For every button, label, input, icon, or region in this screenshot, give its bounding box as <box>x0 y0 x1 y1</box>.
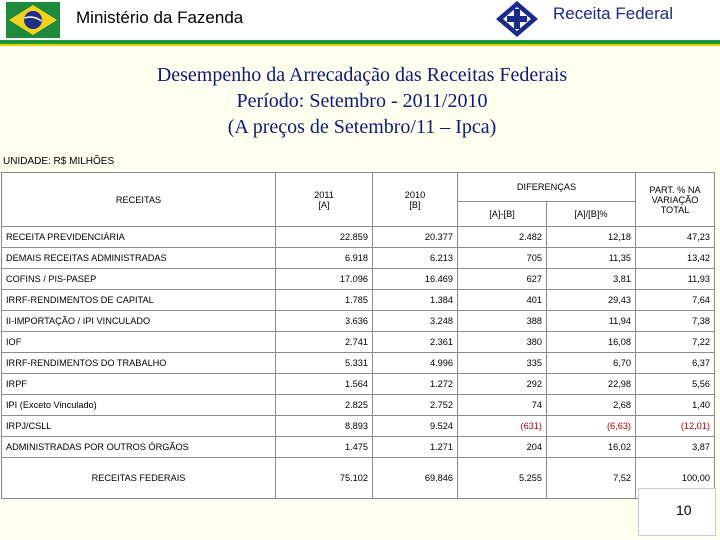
total-dif-abs: 5.255 <box>458 458 547 499</box>
row-dif-abs: 388 <box>458 311 547 332</box>
header-receitas: RECEITAS <box>2 173 276 227</box>
row-name: ADMINISTRADAS POR OUTROS ÓRGÃOS <box>2 437 276 458</box>
row-2010: 16.469 <box>373 269 458 290</box>
receita-federal-logo-icon <box>494 0 540 38</box>
row-2011: 22.859 <box>276 227 373 248</box>
table-row <box>2 437 715 458</box>
row-2010: 2.752 <box>373 395 458 416</box>
row-dif-pct: 11,94 <box>547 311 636 332</box>
row-dif-abs: 204 <box>458 437 547 458</box>
table-row <box>2 332 715 353</box>
table-row <box>2 248 715 269</box>
row-dif-abs: (631) <box>458 416 547 437</box>
row-2011: 5.331 <box>276 353 373 374</box>
row-2011: 17.096 <box>276 269 373 290</box>
header-2010: 2010 [B] <box>373 173 458 227</box>
slide-period: Período: Setembro - 2011/2010 <box>236 90 488 112</box>
row-dif-pct: 22,98 <box>547 374 636 395</box>
slide-header <box>0 0 720 40</box>
row-part: 1,40 <box>636 395 715 416</box>
table-row <box>2 416 715 437</box>
row-2010: 4.996 <box>373 353 458 374</box>
row-2011: 1.475 <box>276 437 373 458</box>
row-2011: 8.893 <box>276 416 373 437</box>
header-diferencas: DIFERENÇAS <box>458 173 636 202</box>
header-dif-pct: [A]/[B]% <box>547 202 636 227</box>
row-dif-pct: 12,18 <box>547 227 636 248</box>
brazil-flag-icon <box>6 2 60 38</box>
row-part: 6,37 <box>636 353 715 374</box>
row-2010: 1.272 <box>373 374 458 395</box>
row-2011: 2.825 <box>276 395 373 416</box>
page-number: 10 <box>676 502 692 518</box>
row-dif-pct: 29,43 <box>547 290 636 311</box>
header-part-variacao: PART. % NA VARIAÇÃO TOTAL <box>636 173 715 227</box>
row-part: 5,56 <box>636 374 715 395</box>
row-name: II-IMPORTAÇÃO / IPI VINCULADO <box>2 311 276 332</box>
row-dif-abs: 335 <box>458 353 547 374</box>
row-dif-pct: 16,02 <box>547 437 636 458</box>
row-dif-abs: 705 <box>458 248 547 269</box>
row-name: IRRF-RENDIMENTOS DE CAPITAL <box>2 290 276 311</box>
row-name: COFINS / PIS-PASEP <box>2 269 276 290</box>
unit-label: UNIDADE: R$ MILHÕES <box>3 156 115 167</box>
row-2010: 20.377 <box>373 227 458 248</box>
row-name: IRPJ/CSLL <box>2 416 276 437</box>
row-dif-pct: 6,70 <box>547 353 636 374</box>
slide-price-basis: (A preços de Setembro/11 – Ipca) <box>227 116 497 138</box>
row-part: 13,42 <box>636 248 715 269</box>
row-dif-abs: 74 <box>458 395 547 416</box>
row-part: 7,38 <box>636 311 715 332</box>
row-dif-pct: 16,08 <box>547 332 636 353</box>
table-row <box>2 311 715 332</box>
row-name: IPI (Exceto Vinculado) <box>2 395 276 416</box>
header-divider-yellow <box>0 44 720 46</box>
row-name: RECEITA PREVIDENCIÁRIA <box>2 227 276 248</box>
total-row <box>2 458 715 499</box>
ministry-label: Ministério da Fazenda <box>76 8 244 27</box>
row-name: IRRF-RENDIMENTOS DO TRABALHO <box>2 353 276 374</box>
row-dif-pct: 3,81 <box>547 269 636 290</box>
row-2011: 1.785 <box>276 290 373 311</box>
row-2010: 9.524 <box>373 416 458 437</box>
slide-title: Desempenho da Arrecadação das Receitas Federais <box>156 64 568 86</box>
row-name: IRPF <box>2 374 276 395</box>
row-2011: 2.741 <box>276 332 373 353</box>
row-dif-abs: 627 <box>458 269 547 290</box>
row-part: 3,87 <box>636 437 715 458</box>
table-row <box>2 269 715 290</box>
row-dif-abs: 292 <box>458 374 547 395</box>
row-part: 47,23 <box>636 227 715 248</box>
total-name: RECEITAS FEDERAIS <box>2 458 276 499</box>
row-2011: 1.564 <box>276 374 373 395</box>
row-2010: 3.248 <box>373 311 458 332</box>
revenue-table <box>1 172 715 499</box>
table-row <box>2 374 715 395</box>
row-2010: 2.361 <box>373 332 458 353</box>
row-part: 7,22 <box>636 332 715 353</box>
row-dif-pct: 11,35 <box>547 248 636 269</box>
slide-title-block <box>0 62 720 140</box>
row-dif-pct: (6,63) <box>547 416 636 437</box>
row-dif-pct: 2,68 <box>547 395 636 416</box>
row-part: 11,93 <box>636 269 715 290</box>
row-dif-abs: 401 <box>458 290 547 311</box>
row-2011: 6.918 <box>276 248 373 269</box>
row-name: DEMAIS RECEITAS ADMINISTRADAS <box>2 248 276 269</box>
row-part: 7,64 <box>636 290 715 311</box>
table-row <box>2 290 715 311</box>
header-dif-abs: [A]-[B] <box>458 202 547 227</box>
total-dif-pct: 7,52 <box>547 458 636 499</box>
row-dif-abs: 380 <box>458 332 547 353</box>
total-2010: 69.846 <box>373 458 458 499</box>
row-2011: 3.636 <box>276 311 373 332</box>
table-row <box>2 227 715 248</box>
row-2010: 1.271 <box>373 437 458 458</box>
total-part: 100,00 <box>636 458 715 499</box>
row-part: (12,01) <box>636 416 715 437</box>
total-2011: 75.102 <box>276 458 373 499</box>
agency-label: Receita Federal <box>553 4 674 23</box>
row-name: IOF <box>2 332 276 353</box>
row-2010: 6.213 <box>373 248 458 269</box>
table-row <box>2 353 715 374</box>
header-2011: 2011 [A] <box>276 173 373 227</box>
table-row <box>2 395 715 416</box>
row-dif-abs: 2.482 <box>458 227 547 248</box>
row-2010: 1.384 <box>373 290 458 311</box>
